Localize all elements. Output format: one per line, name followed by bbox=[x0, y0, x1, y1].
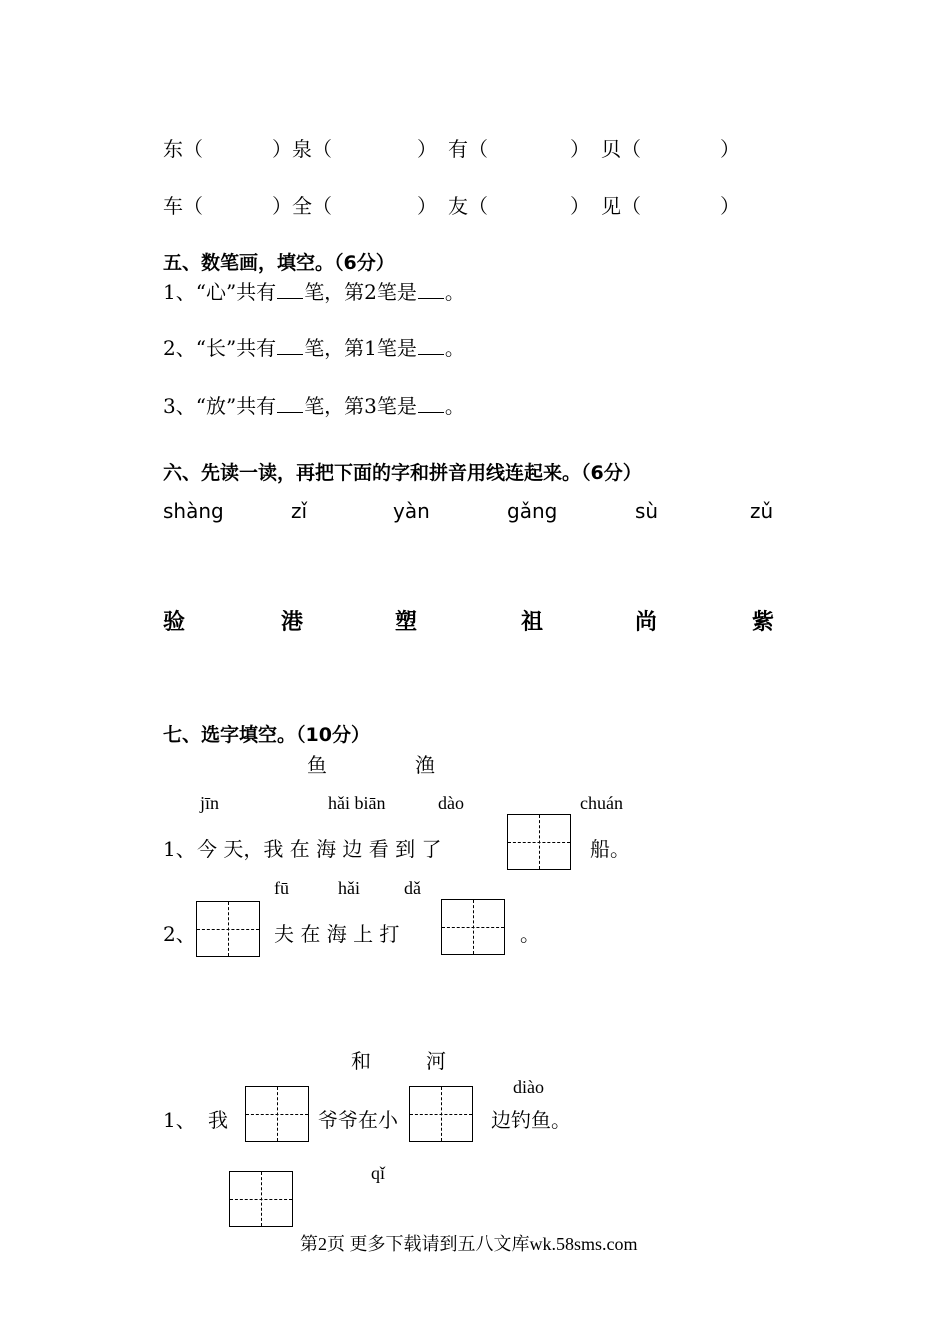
row2-text: 友（ bbox=[448, 194, 488, 218]
row1-text: ） bbox=[417, 137, 437, 161]
choice-char: 和 bbox=[351, 1049, 371, 1073]
section5-q2 bbox=[163, 332, 465, 361]
sentence-text: 边钓鱼。 bbox=[491, 1108, 571, 1132]
sentence-pinyin: dào bbox=[438, 793, 464, 813]
stroke-name-blank[interactable] bbox=[418, 280, 444, 299]
pinyin-item: zǐ bbox=[291, 499, 308, 523]
row1-text: 贝（ bbox=[601, 137, 641, 161]
character-item: 验 bbox=[163, 610, 186, 635]
section6-title: 六、先读一读，再把下面的字和拼音用线连起来。（6分） bbox=[163, 462, 642, 484]
q1-text-c: 。 bbox=[444, 280, 465, 304]
row2-text: ）全（ bbox=[272, 194, 332, 218]
character-box[interactable] bbox=[409, 1086, 473, 1142]
sentence-pinyin: hǎi biān bbox=[328, 793, 386, 813]
row2-text: ） bbox=[720, 194, 740, 218]
section5-q3 bbox=[163, 390, 465, 419]
q2-text-c: 。 bbox=[444, 336, 465, 360]
character-box[interactable] bbox=[507, 814, 571, 870]
q2-text-a: “长”共有 bbox=[195, 336, 277, 360]
pinyin-item: yàn bbox=[393, 499, 430, 523]
q3-text-b: 笔，第3笔是 bbox=[304, 394, 417, 418]
character-box[interactable] bbox=[441, 899, 505, 955]
sentence-pinyin: chuán bbox=[580, 793, 623, 813]
character-item: 祖 bbox=[521, 610, 544, 635]
stroke-name-blank[interactable] bbox=[418, 336, 444, 355]
sentence-text: 夫 在 海 上 打 bbox=[274, 922, 400, 946]
stroke-name-blank[interactable] bbox=[418, 394, 444, 413]
row2-text: 车（ bbox=[163, 194, 203, 218]
section5-q1 bbox=[163, 276, 465, 305]
sentence-number: 1、 bbox=[163, 837, 196, 861]
sentence-pinyin: fū bbox=[274, 878, 289, 898]
q3-text-a: “放”共有 bbox=[195, 394, 277, 418]
character-item: 尚 bbox=[635, 610, 658, 635]
sentence-text: 今 天，我 在 海 边 看 到 了 bbox=[197, 837, 442, 861]
q2-text-b: 笔，第1笔是 bbox=[304, 336, 417, 360]
sentence-text: 爷爷在小 bbox=[318, 1108, 398, 1132]
sentence-pinyin: diào bbox=[513, 1077, 544, 1097]
sentence-end: 。 bbox=[520, 922, 540, 946]
row2-text: ） bbox=[417, 194, 437, 218]
pinyin-item: zǔ bbox=[750, 499, 774, 523]
sentence-pinyin: dǎ bbox=[404, 878, 421, 898]
row1-text: 有（ bbox=[448, 137, 488, 161]
section5-title: 五、数笔画，填空。（6分） bbox=[163, 252, 395, 274]
choice-char: 鱼 bbox=[307, 753, 327, 777]
section7-title: 七、选字填空。（10分） bbox=[163, 724, 370, 746]
pinyin-item: sù bbox=[635, 499, 659, 523]
sentence-text: 我 bbox=[208, 1108, 228, 1132]
q1-text-a: “心”共有 bbox=[195, 280, 277, 304]
row2-text: ） bbox=[570, 194, 590, 218]
q1-text-b: 笔，第2笔是 bbox=[304, 280, 417, 304]
stroke-count-blank[interactable] bbox=[277, 280, 303, 299]
row1-text: 东（ bbox=[163, 137, 203, 161]
q3-num: 3、 bbox=[163, 394, 196, 418]
page-footer: 第2页 更多下载请到五八文库wk.58sms.com bbox=[300, 1234, 638, 1254]
q2-num: 2、 bbox=[163, 336, 196, 360]
row1-text: ） bbox=[720, 137, 740, 161]
row1-text: ）泉（ bbox=[272, 137, 332, 161]
choice-char: 河 bbox=[426, 1049, 446, 1073]
sentence-pinyin: jīn bbox=[200, 793, 220, 813]
sentence-pinyin: hǎi bbox=[338, 878, 360, 898]
choice-char: 渔 bbox=[415, 753, 435, 777]
character-item: 港 bbox=[281, 610, 304, 635]
sentence-end: 船。 bbox=[590, 837, 630, 861]
pinyin-item: gǎng bbox=[507, 499, 558, 523]
sentence-number: 1、 bbox=[163, 1108, 196, 1132]
stroke-count-blank[interactable] bbox=[277, 336, 303, 355]
row1-text: ） bbox=[570, 137, 590, 161]
pinyin-item: shàng bbox=[163, 499, 224, 523]
sentence-pinyin: qǐ bbox=[371, 1163, 386, 1183]
q3-text-c: 。 bbox=[444, 394, 465, 418]
stroke-count-blank[interactable] bbox=[277, 394, 303, 413]
q1-num: 1、 bbox=[163, 280, 196, 304]
character-item: 塑 bbox=[395, 610, 418, 635]
character-box[interactable] bbox=[196, 901, 260, 957]
row2-text: 见（ bbox=[601, 194, 641, 218]
character-box[interactable] bbox=[245, 1086, 309, 1142]
sentence-number: 2、 bbox=[163, 922, 196, 946]
character-box[interactable] bbox=[229, 1171, 293, 1227]
character-item: 紫 bbox=[752, 610, 775, 635]
